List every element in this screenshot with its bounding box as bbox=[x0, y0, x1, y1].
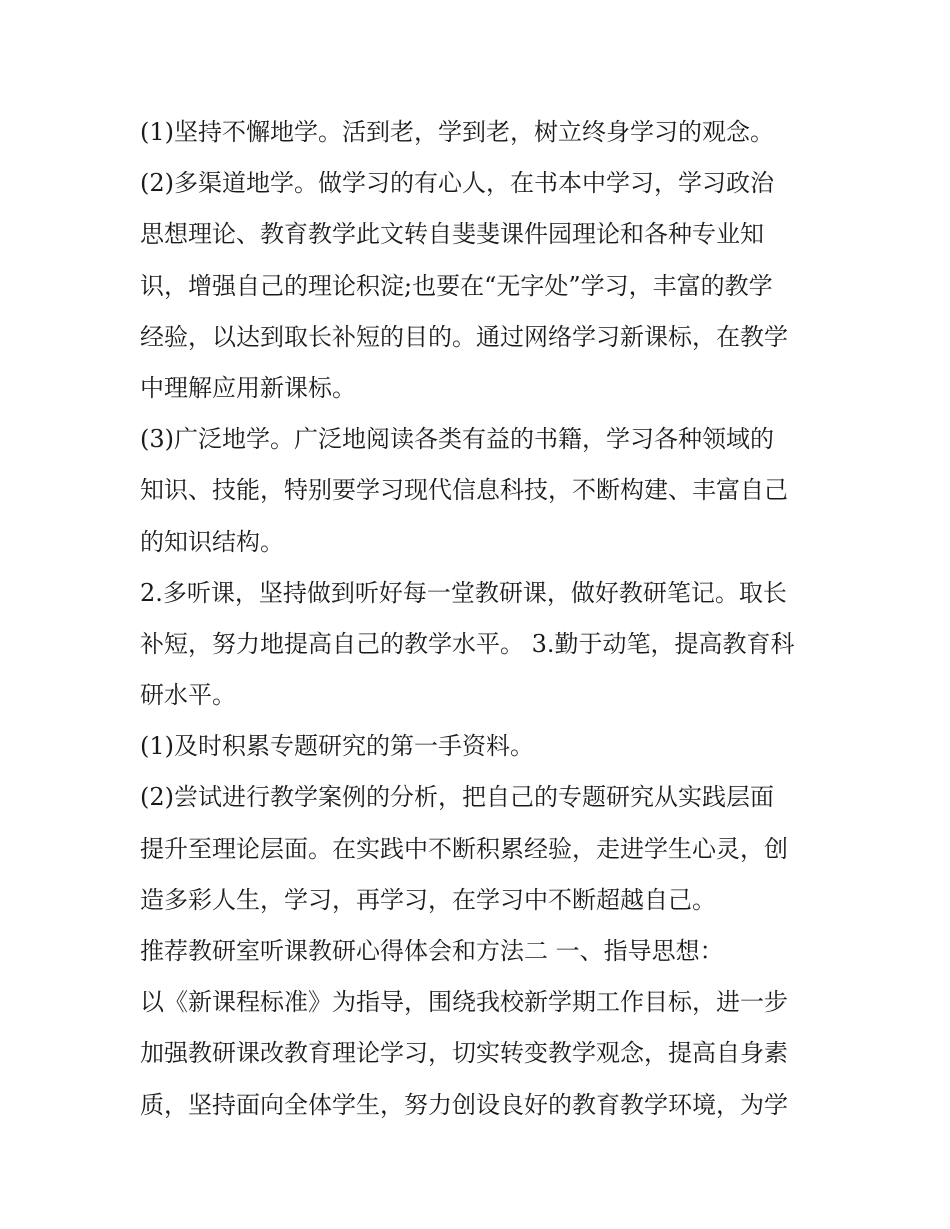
text-line: 经验，以达到取长补短的目的。通过网络学习新课标，在教学 bbox=[140, 322, 788, 351]
document-body bbox=[140, 107, 820, 1131]
text-line: 2.多听课，坚持做到听好每一堂教研课，做好教研笔记。取长 bbox=[140, 578, 787, 607]
text-line: 以《新课程标准》为指导，围绕我校新学期工作目标，进一步 bbox=[140, 988, 788, 1017]
text-line: 思想理论、教育教学此文转自斐斐课件园理论和各种专业知 bbox=[140, 220, 764, 249]
text-line: 造多彩人生，学习，再学习，在学习中不断超越自己。 bbox=[140, 885, 716, 914]
text-line: 推荐教研室听课教研心得体会和方法二 一、指导思想： bbox=[140, 937, 724, 965]
text-line: 提升至理论层面。在实践中不断积累经验，走进学生心灵，创 bbox=[140, 834, 788, 863]
text-line: 的知识结构。 bbox=[140, 527, 284, 556]
text-line: 研水平。 bbox=[140, 681, 236, 710]
text-line: 加强教研课改教育理论学习，切实转变教学观念，提高自身素 bbox=[140, 1039, 788, 1068]
text-line: 中理解应用新课标。 bbox=[140, 373, 356, 402]
text-line: (3)广泛地学。广泛地阅读各类有益的书籍，学习各种领域的 bbox=[140, 425, 774, 454]
text-line: (2)多渠道地学。做学习的有心人，在书本中学习，学习政治 bbox=[140, 169, 774, 198]
text-line: (2)尝试进行教学案例的分析，把自己的专题研究从实践层面 bbox=[140, 783, 774, 812]
text-line: (1)坚持不懈地学。活到老，学到老，树立终身学习的观念。 bbox=[140, 118, 774, 146]
text-line: 补短，努力地提高自己的教学水平。 3.勤于动笔，提高教育科 bbox=[140, 629, 795, 658]
text-line: 知识、技能，特别要学习现代信息科技，不断构建、丰富自己 bbox=[140, 476, 788, 505]
text-line: 识，增强自己的理论积淀;也要在“无字处”学习，丰富的教学 bbox=[140, 271, 773, 300]
text-line: (1)及时积累专题研究的第一手资料。 bbox=[140, 732, 534, 761]
text-line: 质，坚持面向全体学生，努力创设良好的教育教学环境，为学 bbox=[140, 1090, 788, 1119]
